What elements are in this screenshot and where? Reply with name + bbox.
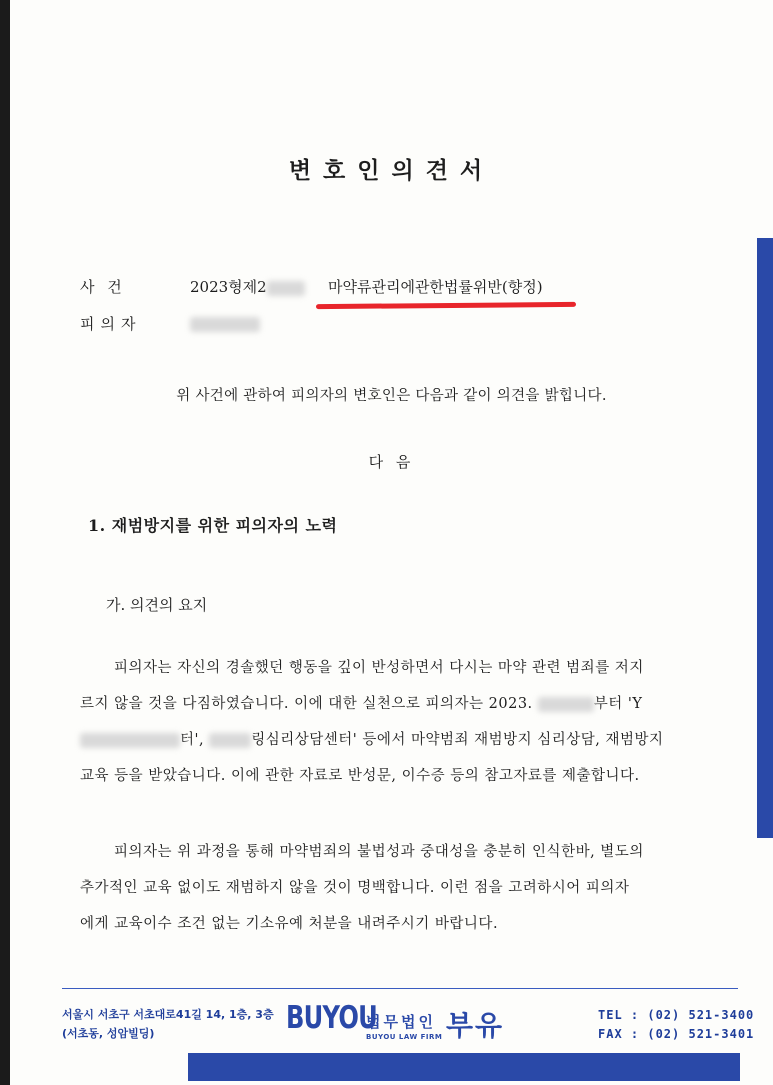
suspect-label: 피의자 bbox=[80, 315, 142, 333]
redaction-box bbox=[80, 733, 180, 748]
suspect-name-redacted bbox=[190, 314, 260, 333]
firm-logo-subtitle: BUYOU LAW FIRM bbox=[366, 1033, 443, 1041]
paragraph-1 bbox=[80, 650, 664, 794]
blue-side-tab bbox=[757, 238, 773, 838]
firm-logo-korean-large: 부유 bbox=[446, 1009, 505, 1042]
section-heading: 1. 재범방지를 위한 피의자의 노력 bbox=[88, 516, 338, 535]
footer-tel: TEL : (02) 521-3400 bbox=[598, 1008, 755, 1022]
paragraph-2 bbox=[80, 834, 644, 942]
blue-footer-bar bbox=[188, 1053, 740, 1081]
paragraph-2-line-3: 에게 교육이수 조건 없는 기소유예 처분을 내려주시기 바랍니다. bbox=[80, 916, 499, 932]
document-title: 변호인의견서 bbox=[288, 158, 495, 184]
line-3-text-a: 터', bbox=[180, 732, 205, 748]
redaction-box bbox=[190, 317, 260, 332]
paragraph-1-line-3 bbox=[80, 722, 664, 758]
footer-address-line-2: (서초동, 성암빌딩) bbox=[62, 1027, 155, 1040]
paragraph-2-line-2: 추가적인 교육 없이도 재범하지 않을 것이 명백합니다. 이런 점을 고려하시어 피의자 bbox=[80, 880, 630, 896]
red-highlight-underline bbox=[316, 302, 576, 309]
subsection-heading: 가. 의견의 요지 bbox=[106, 596, 208, 614]
firm-logo-mark: BUYOU bbox=[286, 1000, 378, 1036]
following-heading: 다 음 bbox=[368, 453, 415, 471]
line-2-text-b: 부터 'Y bbox=[593, 696, 643, 712]
case-number-prefix: 2023형제2 bbox=[190, 278, 267, 296]
redaction-box bbox=[267, 281, 305, 296]
intro-sentence: 위 사건에 관하여 피의자의 변호인은 다음과 같이 의견을 밝힙니다. bbox=[176, 388, 607, 404]
document-page bbox=[10, 0, 773, 1085]
paragraph-1-line-4: 교육 등을 받았습니다. 이에 관한 자료로 반성문, 이수증 등의 참고자료를 제출합니다. bbox=[80, 768, 640, 784]
case-number bbox=[190, 276, 305, 297]
paragraph-2-line-1: 피의자는 위 과정을 통해 마약범죄의 불법성과 중대성을 충분히 인식한바, 별도의 bbox=[114, 844, 644, 860]
redaction-box bbox=[209, 733, 251, 748]
case-charge: 마약류관리에관한법률위반(향정) bbox=[328, 278, 543, 296]
redaction-box bbox=[538, 697, 594, 712]
footer-fax: FAX : (02) 521-3401 bbox=[598, 1027, 755, 1041]
line-2-text-a: 르지 않을 것을 다짐하였습니다. 이에 대한 실천으로 피의자는 2023. bbox=[80, 696, 533, 712]
line-3-text-b: 링심리상담센터' 등에서 마약범죄 재범방지 심리상담, 재범방지 bbox=[251, 732, 664, 748]
case-label: 사 건 bbox=[80, 278, 126, 296]
paragraph-1-line-1: 피의자는 자신의 경솔했던 행동을 깊이 반성하면서 다시는 마약 관련 범죄를 저지 bbox=[114, 660, 644, 676]
firm-logo-korean-small: 법무법인 bbox=[366, 1013, 436, 1031]
paragraph-1-line-2 bbox=[80, 686, 664, 722]
footer-address-line-1: 서울시 서초구 서초대로41길 14, 1층, 3층 bbox=[62, 1008, 274, 1021]
footer-divider bbox=[62, 988, 738, 989]
